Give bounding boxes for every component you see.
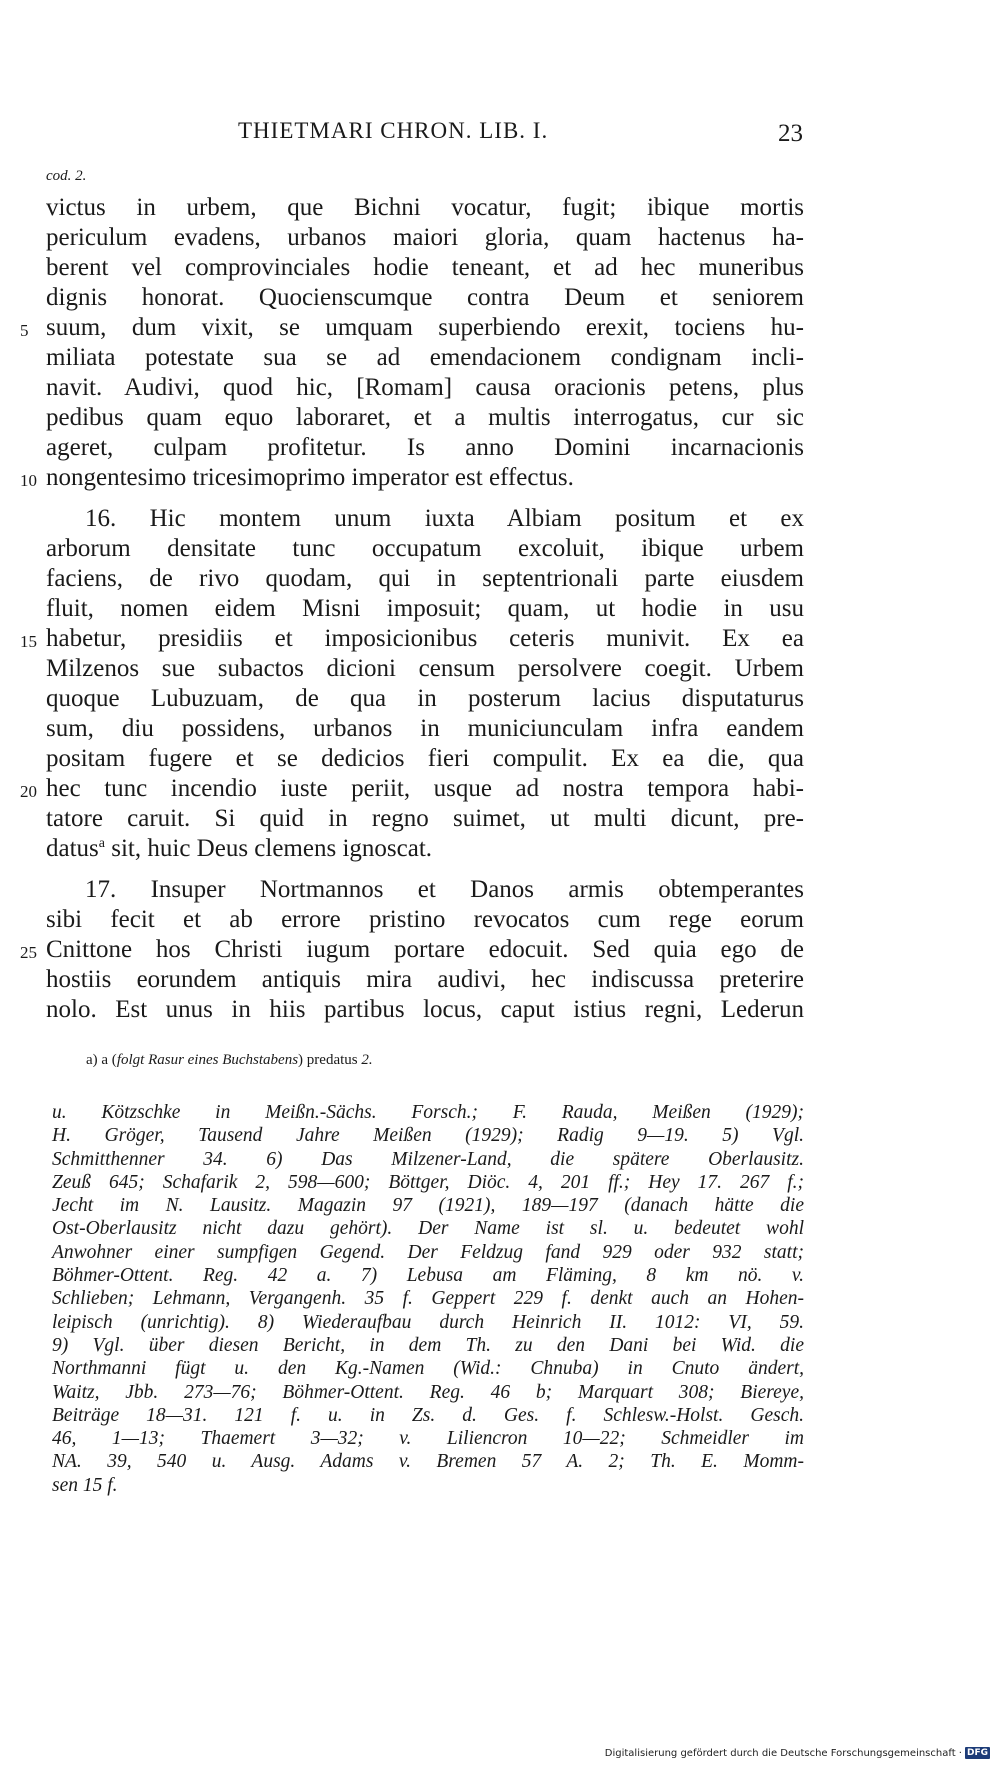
note-line [0,1124,1000,1147]
text-line [0,193,1000,223]
line-text-main: 16. Hic montem unum iuxta Albiam positum et ex [85,505,804,532]
line-text [46,774,804,804]
text-line [0,313,1000,343]
line-text [46,463,804,493]
line-text [85,875,804,905]
line-text-main: Cnittone hos Christi iugum portare edocuit. Sed quia ego de [46,936,804,963]
note-line [0,1101,1000,1124]
note-line-text: u. Kötzschke in Meißn.-Sächs. Forsch.; F. Rauda, Meißen (1929); [52,1102,804,1123]
note-line-text: NA. 39, 540 u. Ausg. Adams v. Bremen 57 A. 2; Th. E. Momm- [52,1451,804,1473]
note-line [0,1450,1000,1473]
line-text [46,624,804,654]
line-text [46,684,804,714]
dfg-logo: DFG [966,1748,988,1758]
line-text-main: positam fugere et se dedicios fieri compulit. Ex ea die, qua [46,745,804,772]
footnote-a [86,1052,373,1069]
text-line [0,714,1000,744]
note-line-text: Böhmer-Ottent. Reg. 42 a. 7) Lebusa am Fläming, 8 km nö. v. [52,1265,804,1287]
line-text [46,283,804,313]
note-line [0,1194,1000,1217]
line-number: 5 [20,321,29,340]
line-text [46,253,804,283]
line-text [46,313,804,343]
note-line-text: Schlieben; Lehmann, Vergangenh. 35 f. Geppert 229 f. denkt auch an Hohen- [52,1288,804,1310]
line-text [46,714,804,744]
note-line-text: Ost-Oberlausitz nicht dazu gehört). Der Name ist sl. u. bedeutet wohl [52,1218,804,1240]
line-text [46,373,804,403]
line-text-main: Milzenos sue subactos dicioni censum persolvere coegit. Urbem [46,655,804,682]
line-text-main: fluit, nomen eidem Misni imposuit; quam, ut hodie in usu [46,595,804,622]
line-text [46,744,804,774]
line-text-main: sibi fecit et ab errore pristino revocatos cum rege eorum [46,906,804,933]
line-text-main: quoque Lubuzuam, de qua in posterum lacius disputaturus [46,685,804,712]
line-text [46,193,804,223]
text-line [0,804,1000,834]
note-line-text: 9) Vgl. über diesen Bericht, in dem Th. zu den Dani bei Wid. die [52,1334,804,1356]
note-line [0,1427,1000,1450]
line-text [46,654,804,684]
text-line [0,564,1000,594]
note-line [0,1287,1000,1310]
line-text [46,834,804,864]
note-line-text: Zeuß 645; Schafarik 2, 598—600; Böttger, Diöc. 4, 201 ff.; Hey 17. 267 f.; [52,1171,804,1193]
note-line-text: H. Gröger, Tausend Jahre Meißen (1929); Radig 9—19. 5) Vgl. [52,1125,804,1147]
text-line [0,654,1000,684]
text-line [0,504,1000,534]
text-line [0,253,1000,283]
line-text-main: sum, diu possidens, urbanos in municiunculam infra eandem [46,715,804,742]
line-text-main: 17. Insuper Nortmannos et Danos armis obtemperantes [85,876,804,903]
note-line [0,1171,1000,1194]
note-line [0,1241,1000,1264]
footnote-a-italic: folgt Rasur eines Buchstabens [116,1052,299,1068]
line-text [46,804,804,834]
main-text [0,193,1000,1025]
line-text-main: hec tunc incendio iuste periit, usque ad nostra tempora habi- [46,775,804,802]
line-text-main: hostiis eorundem antiquis mira audivi, hec indiscussa preterire [46,966,804,993]
text-line [0,594,1000,624]
footer-credit [605,1747,990,1759]
commentary-notes [0,1101,1000,1497]
text-line [0,373,1000,403]
text-line [0,283,1000,313]
line-text [85,504,804,534]
note-line [0,1334,1000,1357]
note-line-text: leipisch (unrichtig). 8) Wiederaufbau durch Heinrich II. 1012: VI, 59. [52,1311,804,1333]
line-text [46,594,804,624]
line-text [46,905,804,935]
line-text-after: sit, huic Deus clemens ignoscat. [105,835,433,862]
text-line [0,935,1000,965]
text-line [0,965,1000,995]
note-line-text: Anwohner einer sumpfigen Gegend. Der Feldzug fand 929 oder 932 statt; [52,1241,804,1263]
note-line-text: Jecht im N. Lausitz. Magazin 97 (1921), 189—197 (danach hätte die [52,1195,804,1217]
page-number: 23 [778,120,803,147]
line-text [46,223,804,253]
footnote-marker: a [98,836,105,851]
footnote-a-italic2: 2. [361,1052,373,1068]
text-line [0,403,1000,433]
line-text-main: suum, dum vixit, se umquam superbiendo erexit, tociens hu- [46,314,804,341]
note-line [0,1311,1000,1334]
running-title: THIETMARI CHRON. LIB. I. [238,118,549,143]
line-text-main: victus in urbem, que Bichni vocatur, fugit; ibique mortis [46,194,804,221]
line-text [46,995,804,1025]
text-line [0,905,1000,935]
note-line [0,1357,1000,1380]
line-text-main: habetur, presidiis et imposicionibus ceteris munivit. Ex ea [46,625,804,652]
line-text-main: faciens, de rivo quodam, qui in septentrionali parte eiusdem [46,565,804,592]
footer-credit-text: Digitalisierung gefördert durch die Deutsche Forschungsgemeinschaft · [604,1747,962,1759]
footnote-a-rest: ) predatus [298,1052,362,1068]
note-line-text: 46, 1—13; Thaemert 3—32; v. Liliencron 10—22; Schmeidler im [52,1428,804,1450]
line-text [46,343,804,373]
note-line [0,1474,1000,1497]
line-text-main: nongentesimo tricesimoprimo imperator est effectus. [46,464,574,491]
text-line [0,343,1000,373]
text-line [0,995,1000,1025]
text-line [0,744,1000,774]
line-text-main: periculum evadens, urbanos maiori gloria, quam hactenus ha- [46,224,804,251]
codex-note: cod. 2. [46,168,87,184]
text-line [0,534,1000,564]
line-text-main: dignis honorat. Quocienscumque contra Deum et seniorem [46,284,804,311]
note-line-text: sen 15 f. [52,1474,118,1496]
footnote-a-label: a) a ( [86,1052,117,1068]
line-text-main: miliata potestate sua se ad emendacionem condignam incli- [46,344,804,371]
text-line [0,463,1000,493]
note-line [0,1217,1000,1240]
line-text-main: tatore caruit. Si quid in regno suimet, ut multi dicunt, pre- [46,805,804,832]
line-text [46,965,804,995]
text-line [0,684,1000,714]
line-text-main: arborum densitate tunc occupatum excoluit, ibique urbem [46,535,804,562]
note-line-text: Waitz, Jbb. 273—76; Böhmer-Ottent. Reg. 46 b; Marquart 308; Biereye, [52,1381,804,1403]
line-text-main: pedibus quam equo laboraret, et a multis interrogatus, cur sic [46,404,804,431]
note-line-text: Northmanni fügt u. den Kg.-Namen (Wid.: Chnuba) in Cnuto ändert, [52,1358,804,1380]
line-text-main: nolo. Est unus in hiis partibus locus, caput istius regni, Lederun [46,996,804,1023]
line-number: 15 [20,632,37,651]
line-text [46,433,804,463]
text-line [0,834,1000,864]
text-line [0,774,1000,804]
line-text [46,564,804,594]
note-line-text: Beiträge 18—31. 121 f. u. in Zs. d. Ges. f. Schlesw.-Holst. Gesch. [52,1404,804,1426]
line-text-main: berent vel comprovinciales hodie teneant, et ad hec muneribus [46,254,804,281]
text-line [0,433,1000,463]
line-text [46,403,804,433]
note-line [0,1148,1000,1171]
line-text [46,534,804,564]
note-line [0,1404,1000,1427]
line-text-main: datus [46,835,99,862]
line-text [46,935,804,965]
line-number: 10 [20,471,37,490]
note-line [0,1381,1000,1404]
line-number: 25 [20,943,37,962]
note-line [0,1264,1000,1287]
line-text-main: navit. Audivi, quod hic, [Romam] causa oracionis petens, plus [46,374,804,401]
text-line [0,624,1000,654]
note-line-text: Schmitthenner 34. 6) Das Milzener-Land, die spätere Oberlausitz. [52,1148,804,1170]
text-line [0,875,1000,905]
line-number: 20 [20,782,37,801]
text-line [0,223,1000,253]
line-text-main: ageret, culpam profitetur. Is anno Domini incarnacionis [46,434,804,461]
page-header [0,118,1000,158]
